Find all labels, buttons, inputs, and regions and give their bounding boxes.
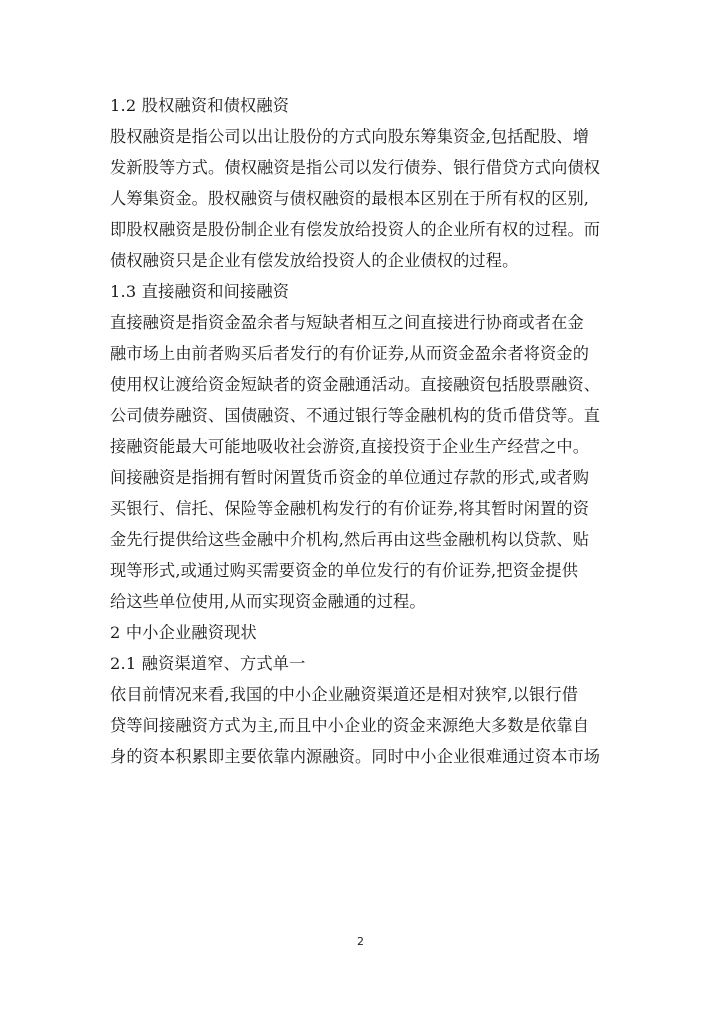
- paragraph-line: 股权融资是指公司以出让股份的方式向股东筹集资金,包括配股、增: [110, 127, 590, 146]
- paragraph-line: 依目前情况来看,我国的中小企业融资渠道还是相对狭窄,以银行借: [110, 685, 579, 704]
- paragraph-line: 身的资本积累即主要依靠内源融资。同时中小企业很难通过资本市场: [110, 747, 601, 766]
- page-number: 2: [357, 935, 364, 948]
- paragraph-line: 接融资能最大可能地吸收社会游资,直接投资于企业生产经营之中。: [110, 437, 590, 456]
- paragraph-line: 贷等间接融资方式为主,而且中小企业的资金来源绝大多数是依靠自: [110, 716, 590, 735]
- paragraph-line: 使用权让渡给资金短缺者的资金融通活动。直接融资包括股票融资、: [110, 375, 601, 394]
- document-body: [110, 90, 611, 772]
- section-heading-2: 2 中小企业融资现状: [110, 623, 257, 642]
- paragraph-line: 融市场上由前者购买后者发行的有价证券,从而资金盈余者将资金的: [110, 344, 590, 363]
- paragraph-line: 间接融资是指拥有暂时闲置货币资金的单位通过存款的形式,或者购: [110, 468, 590, 487]
- paragraph-line: 人筹集资金。股权融资与债权融资的最根本区别在于所有权的区别,: [110, 189, 590, 208]
- paragraph-line: 买银行、信托、保险等金融机构发行的有价证券,将其暂时闲置的资: [110, 499, 590, 518]
- paragraph-line: 给这些单位使用,从而实现资金融通的过程。: [110, 592, 426, 611]
- section-heading-1-2: 1.2 股权融资和债权融资: [110, 96, 290, 115]
- section-heading-1-3: 1.3 直接融资和间接融资: [110, 282, 290, 301]
- paragraph-line: 即股权融资是股份制企业有偿发放给投资人的企业所有权的过程。而: [110, 220, 601, 239]
- paragraph-line: 直接融资是指资金盈余者与短缺者相互之间直接进行协商或者在金: [110, 313, 584, 332]
- paragraph-line: 金先行提供给这些金融中介机构,然后再由这些金融机构以贷款、贴: [110, 530, 590, 549]
- paragraph-line: 发新股等方式。债权融资是指公司以发行债券、银行借贷方式向债权: [110, 158, 601, 177]
- section-heading-2-1: 2.1 融资渠道窄、方式单一: [110, 654, 306, 673]
- paragraph-line: 公司债券融资、国债融资、不通过银行等金融机构的货币借贷等。直: [110, 406, 601, 425]
- paragraph-line: 现等形式,或通过购买需要资金的单位发行的有价证券,把资金提供: [110, 561, 579, 580]
- paragraph-line: 债权融资只是企业有偿发放给投资人的企业债权的过程。: [110, 251, 519, 270]
